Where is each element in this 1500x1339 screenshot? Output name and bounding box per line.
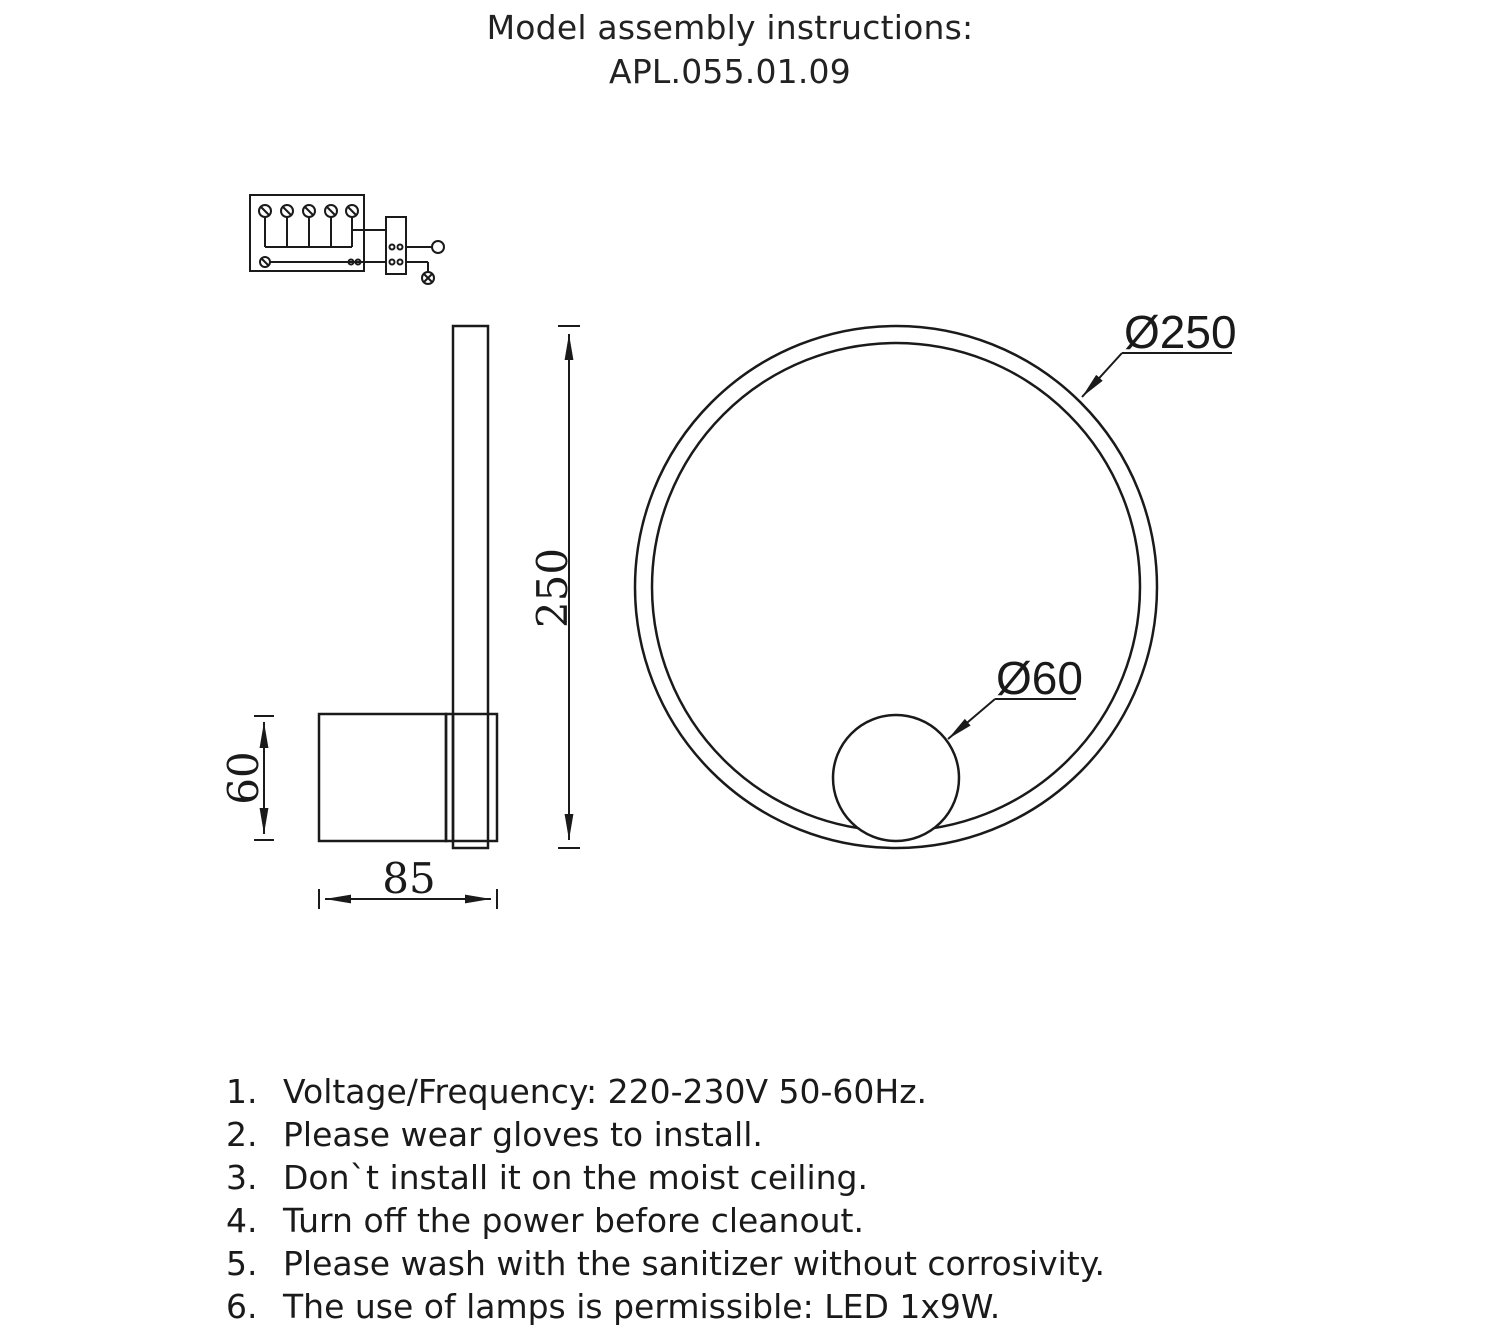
light-ball [833,715,959,841]
height-label: 250 [528,547,577,629]
note-number: 3. [226,1158,258,1197]
ring-profile [453,326,488,848]
ball-diameter-label: Ø60 [996,652,1083,704]
base-height-label: 60 [219,751,268,805]
list-item [226,1070,1105,1113]
instruction-notes [226,1070,1105,1328]
terminal-screws [259,205,358,217]
note-text: Don`t install it on the moist ceiling. [283,1158,868,1197]
front-view [635,326,1157,848]
note-number: 4. [226,1201,258,1240]
list-item [226,1113,1105,1156]
instructions-title: Model assembly instructions: [486,8,974,47]
wall-base [319,714,446,841]
note-text: Turn off the power before cleanout. [283,1201,864,1240]
ring-diameter-label: Ø250 [1124,306,1237,358]
note-number: 1. [226,1072,258,1111]
model-number: APL.055.01.09 [609,52,851,91]
note-number: 2. [226,1115,258,1154]
note-text: Voltage/Frequency: 220-230V 50-60Hz. [283,1072,928,1111]
note-text: Please wash with the sanitizer without corrosivity. [283,1244,1106,1283]
note-text: Please wear gloves to install. [283,1115,763,1154]
wiring-diagram [250,195,444,284]
note-number: 5. [226,1244,258,1283]
ball-diameter-leader [948,699,1076,739]
list-item [226,1285,1105,1328]
note-text: The use of lamps is permissible: LED 1x9W. [283,1287,1001,1326]
ring-diameter-leader [1082,353,1232,397]
list-item [226,1199,1105,1242]
note-number: 6. [226,1287,258,1326]
list-item [226,1242,1105,1285]
side-view [319,326,497,848]
depth-label: 85 [382,854,436,903]
list-item [226,1156,1105,1199]
